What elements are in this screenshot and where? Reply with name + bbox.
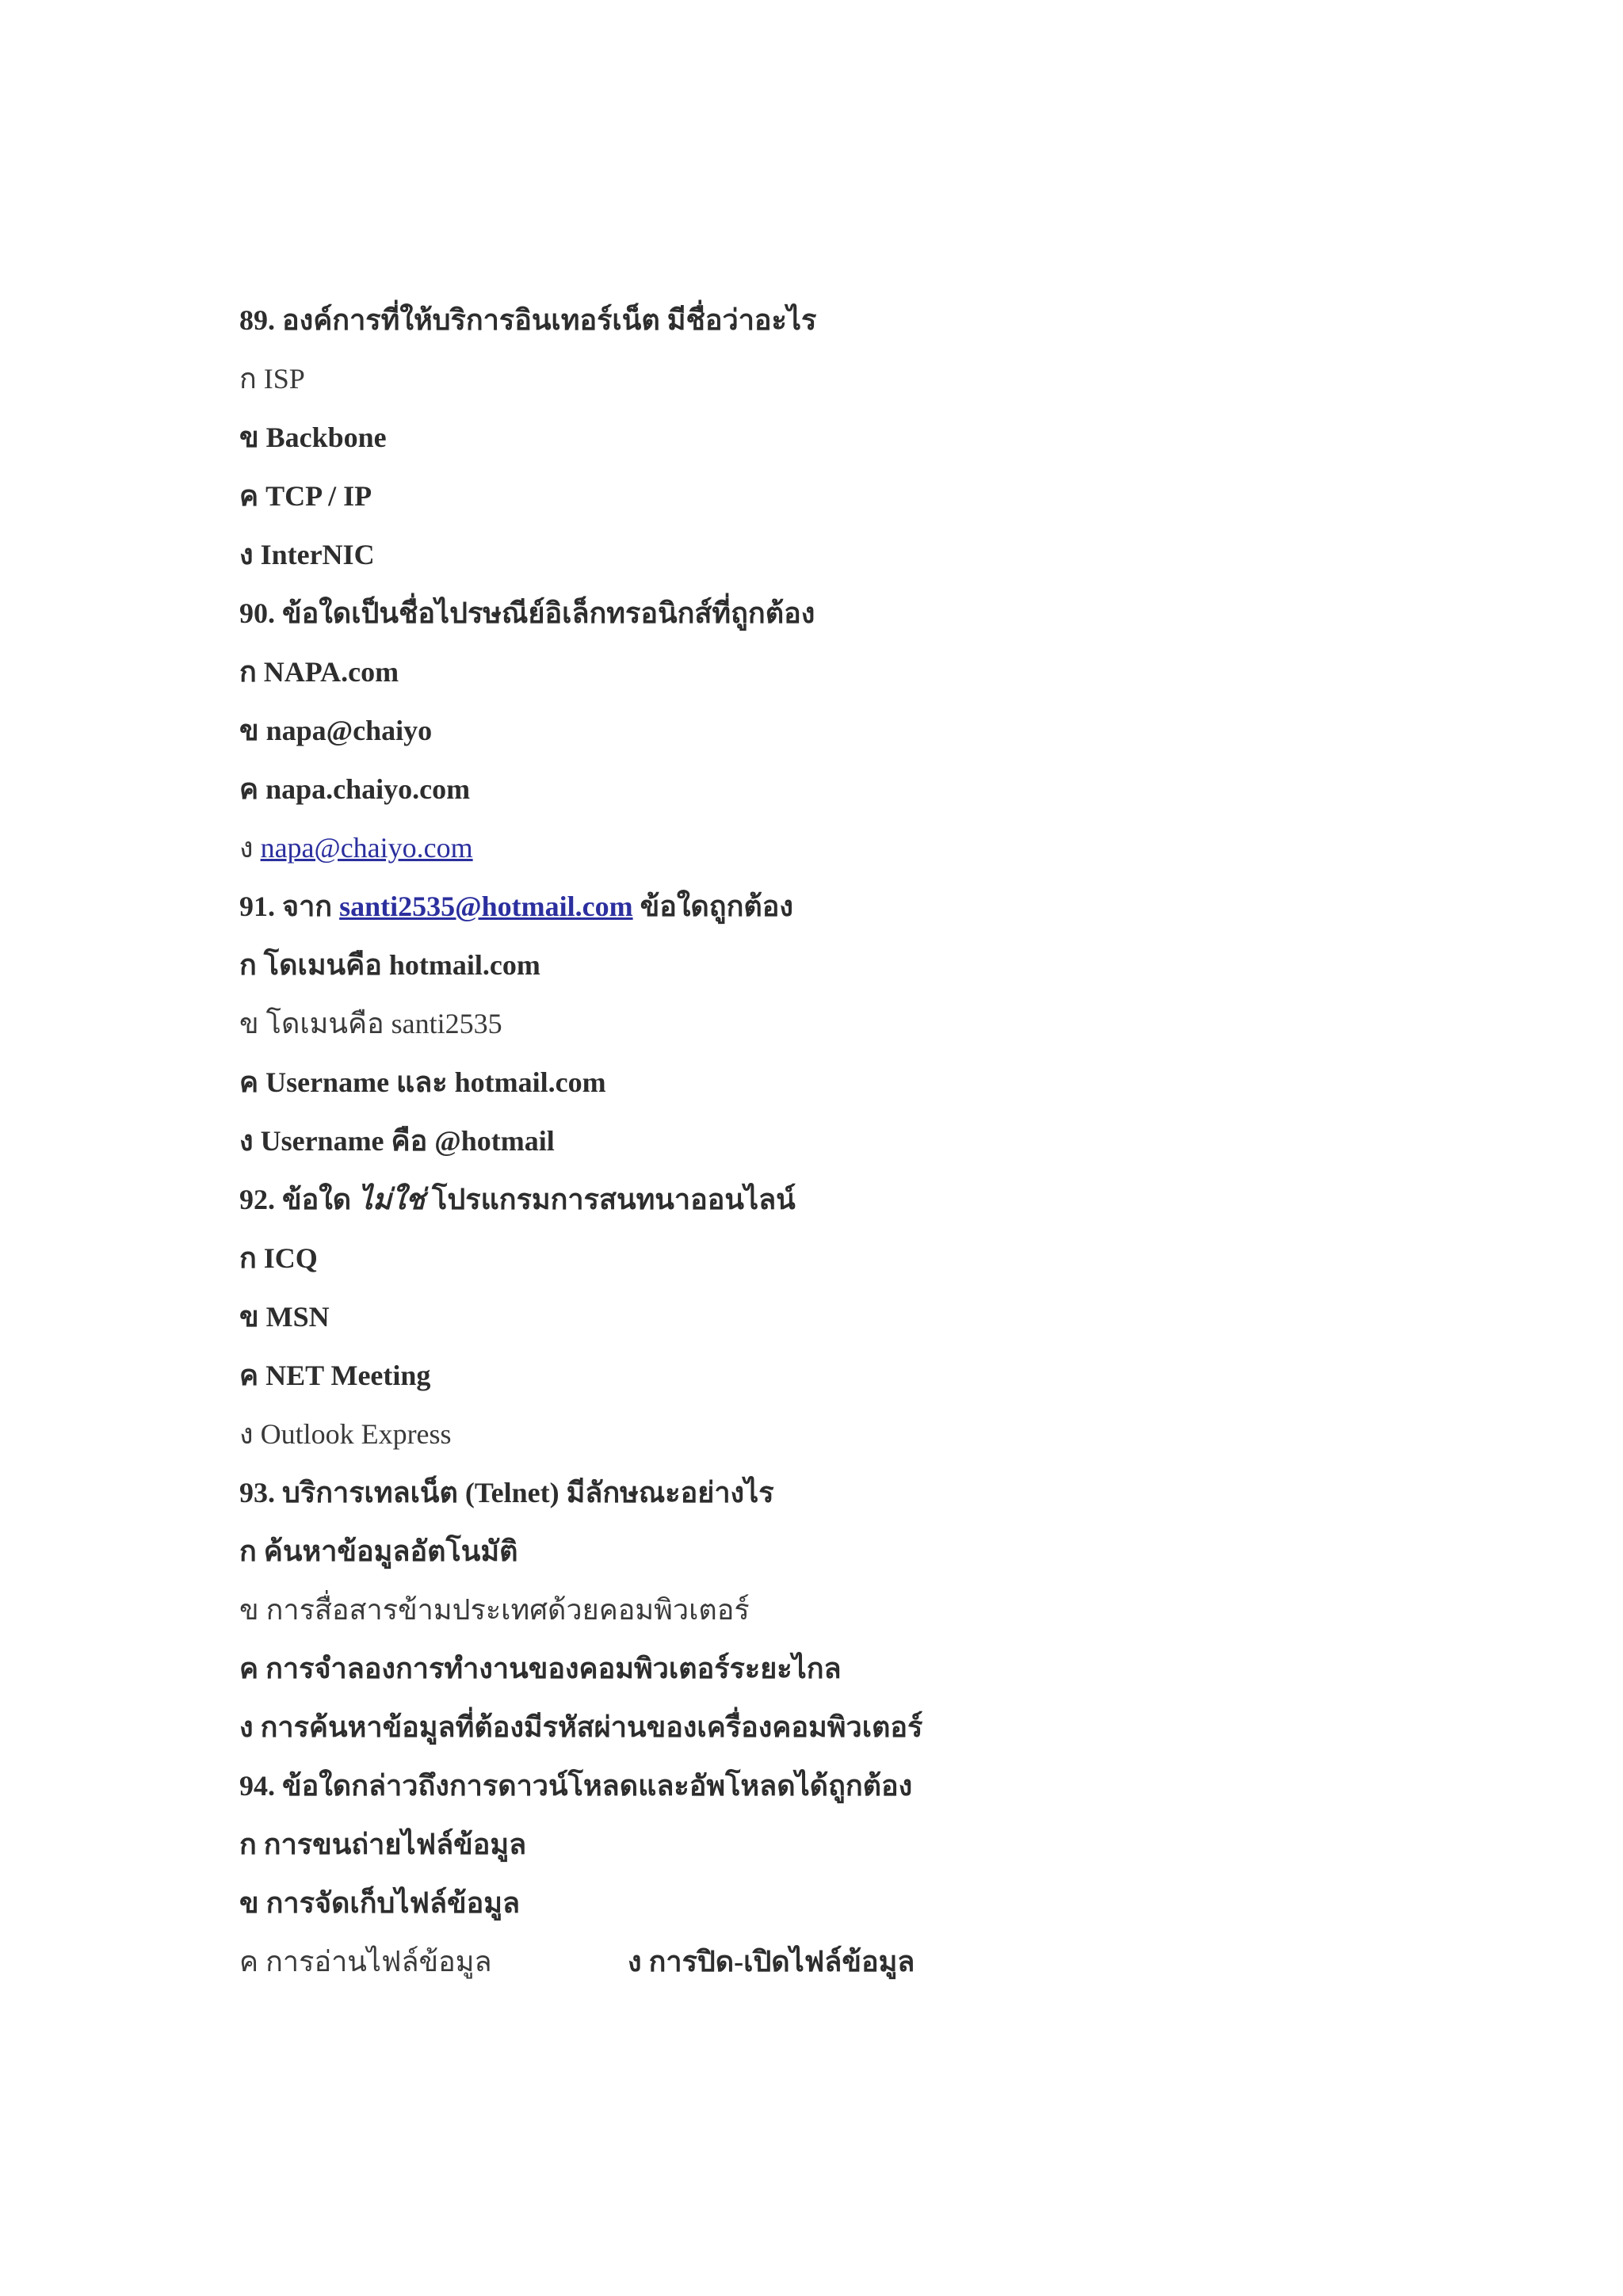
- option-93-b: [239, 1589, 1428, 1648]
- option-91-a: [239, 944, 1428, 1003]
- option-90-c: [239, 769, 1428, 827]
- option-letter: ข: [239, 715, 259, 746]
- question-number: 90.: [239, 597, 275, 629]
- option-letter: ข: [239, 1887, 259, 1919]
- option-93-c: [239, 1648, 1428, 1707]
- option-92-c: [239, 1355, 1428, 1413]
- email-link[interactable]: napa@chaiyo.com: [260, 832, 473, 864]
- option-90-b: [239, 710, 1428, 769]
- option-94-b: [239, 1882, 1428, 1941]
- option-94-a: [239, 1824, 1428, 1882]
- option-letter: ก: [239, 1829, 257, 1860]
- question-89: [239, 299, 1428, 358]
- option-93-a: [239, 1531, 1428, 1589]
- question-text-suffix: ข้อใดถูกต้อง: [640, 891, 793, 922]
- option-text: การอ่านไฟล์ข้อมูล: [265, 1946, 492, 1978]
- option-91-d: [239, 1120, 1428, 1179]
- quiz-content: [239, 299, 1428, 2000]
- option-94-c: [239, 1946, 492, 1978]
- option-text: ICQ: [263, 1242, 318, 1274]
- option-92-a: [239, 1238, 1428, 1296]
- option-letter: ก: [239, 1535, 257, 1567]
- option-text: การสื่อสารข้ามประเทศด้วยคอมพิวเตอร์: [265, 1594, 750, 1626]
- option-text: MSN: [265, 1301, 330, 1333]
- option-text: การปิด-เปิดไฟล์ข้อมูล: [648, 1946, 915, 1978]
- question-91: [239, 886, 1428, 944]
- option-letter: ค: [239, 480, 259, 512]
- option-letter: ง: [239, 1125, 254, 1157]
- option-94-d: [628, 1941, 915, 1982]
- question-text: บริการเทลเน็ต (Telnet) มีลักษณะอย่างไร: [282, 1477, 774, 1508]
- question-text: ข้อใดเป็นชื่อไปรษณีย์อิเล็กทรอนิกส์ที่ถูกต้อง: [282, 597, 815, 629]
- option-90-a: [239, 651, 1428, 710]
- option-91-b: [239, 1003, 1428, 1062]
- option-text: การขนถ่ายไฟล์ข้อมูล: [263, 1829, 527, 1860]
- option-text: napa.chaiyo.com: [265, 773, 471, 805]
- option-text: Username และ hotmail.com: [265, 1066, 606, 1098]
- question-number: 93.: [239, 1477, 275, 1508]
- question-number: 91.: [239, 891, 275, 922]
- option-letter: ค: [239, 1066, 259, 1098]
- option-text: napa@chaiyo: [265, 715, 433, 746]
- option-text: Backbone: [265, 421, 387, 453]
- option-letter: ข: [239, 1008, 259, 1039]
- option-text: โดเมนคือ hotmail.com: [263, 949, 540, 981]
- option-letter: ง: [628, 1946, 642, 1978]
- option-text: InterNIC: [260, 539, 375, 570]
- option-92-d: [239, 1413, 1428, 1472]
- option-letter: ง: [239, 1711, 254, 1743]
- option-94-cd-row: [239, 1941, 1428, 2000]
- option-89-b: [239, 417, 1428, 475]
- option-letter: ค: [239, 1946, 259, 1978]
- option-letter: ก: [239, 1242, 257, 1274]
- option-letter: ง: [239, 539, 254, 570]
- option-letter: ก: [239, 363, 257, 395]
- option-text: NET Meeting: [265, 1360, 431, 1391]
- question-94: [239, 1765, 1428, 1824]
- option-letter: ข: [239, 421, 259, 453]
- question-text: องค์การที่ให้บริการอินเทอร์เน็ต มีชื่อว่าอะไร: [282, 304, 817, 336]
- option-text: TCP / IP: [265, 480, 372, 512]
- option-89-a: [239, 358, 1428, 417]
- option-text: การจัดเก็บไฟล์ข้อมูล: [265, 1887, 521, 1919]
- question-90: [239, 593, 1428, 651]
- option-letter: ค: [239, 773, 259, 805]
- option-text: Username คือ @hotmail: [260, 1125, 555, 1157]
- question-emphasis: ไม่ใช่: [358, 1184, 426, 1215]
- email-link[interactable]: santi2535@hotmail.com: [339, 891, 633, 922]
- option-letter: ก: [239, 656, 257, 688]
- question-number: 94.: [239, 1770, 275, 1802]
- option-letter: ค: [239, 1360, 259, 1391]
- question-number: 89.: [239, 304, 275, 336]
- option-letter: ง: [239, 1418, 254, 1450]
- option-text: โดเมนคือ santi2535: [265, 1008, 502, 1039]
- option-text: การค้นหาข้อมูลที่ต้องมีรหัสผ่านของเครื่องคอมพิวเตอร์: [260, 1711, 923, 1743]
- option-text: NAPA.com: [263, 656, 399, 688]
- question-92: [239, 1179, 1428, 1238]
- option-93-d: [239, 1707, 1428, 1765]
- option-92-b: [239, 1296, 1428, 1355]
- question-text: ข้อใดกล่าวถึงการดาวน์โหลดและอัพโหลดได้ถูกต้อง: [282, 1770, 913, 1802]
- question-text-suffix: โปรแกรมการสนทนาออนไลน์: [432, 1184, 796, 1215]
- question-text-prefix: จาก: [282, 891, 333, 922]
- option-text: ค้นหาข้อมูลอัตโนมัติ: [263, 1535, 518, 1567]
- option-89-d: [239, 534, 1428, 593]
- option-letter: ข: [239, 1594, 259, 1626]
- option-letter: ง: [239, 832, 254, 864]
- option-text: การจำลองการทำงานของคอมพิวเตอร์ระยะไกล: [265, 1653, 842, 1684]
- option-letter: ค: [239, 1653, 259, 1684]
- option-91-c: [239, 1062, 1428, 1120]
- question-text-prefix: ข้อใด: [282, 1184, 352, 1215]
- option-89-c: [239, 475, 1428, 534]
- option-letter: ก: [239, 949, 257, 981]
- option-text: ISP: [263, 363, 305, 395]
- option-letter: ข: [239, 1301, 259, 1333]
- option-text: Outlook Express: [260, 1418, 452, 1450]
- question-93: [239, 1472, 1428, 1531]
- option-90-d: [239, 827, 1428, 886]
- question-number: 92.: [239, 1184, 275, 1215]
